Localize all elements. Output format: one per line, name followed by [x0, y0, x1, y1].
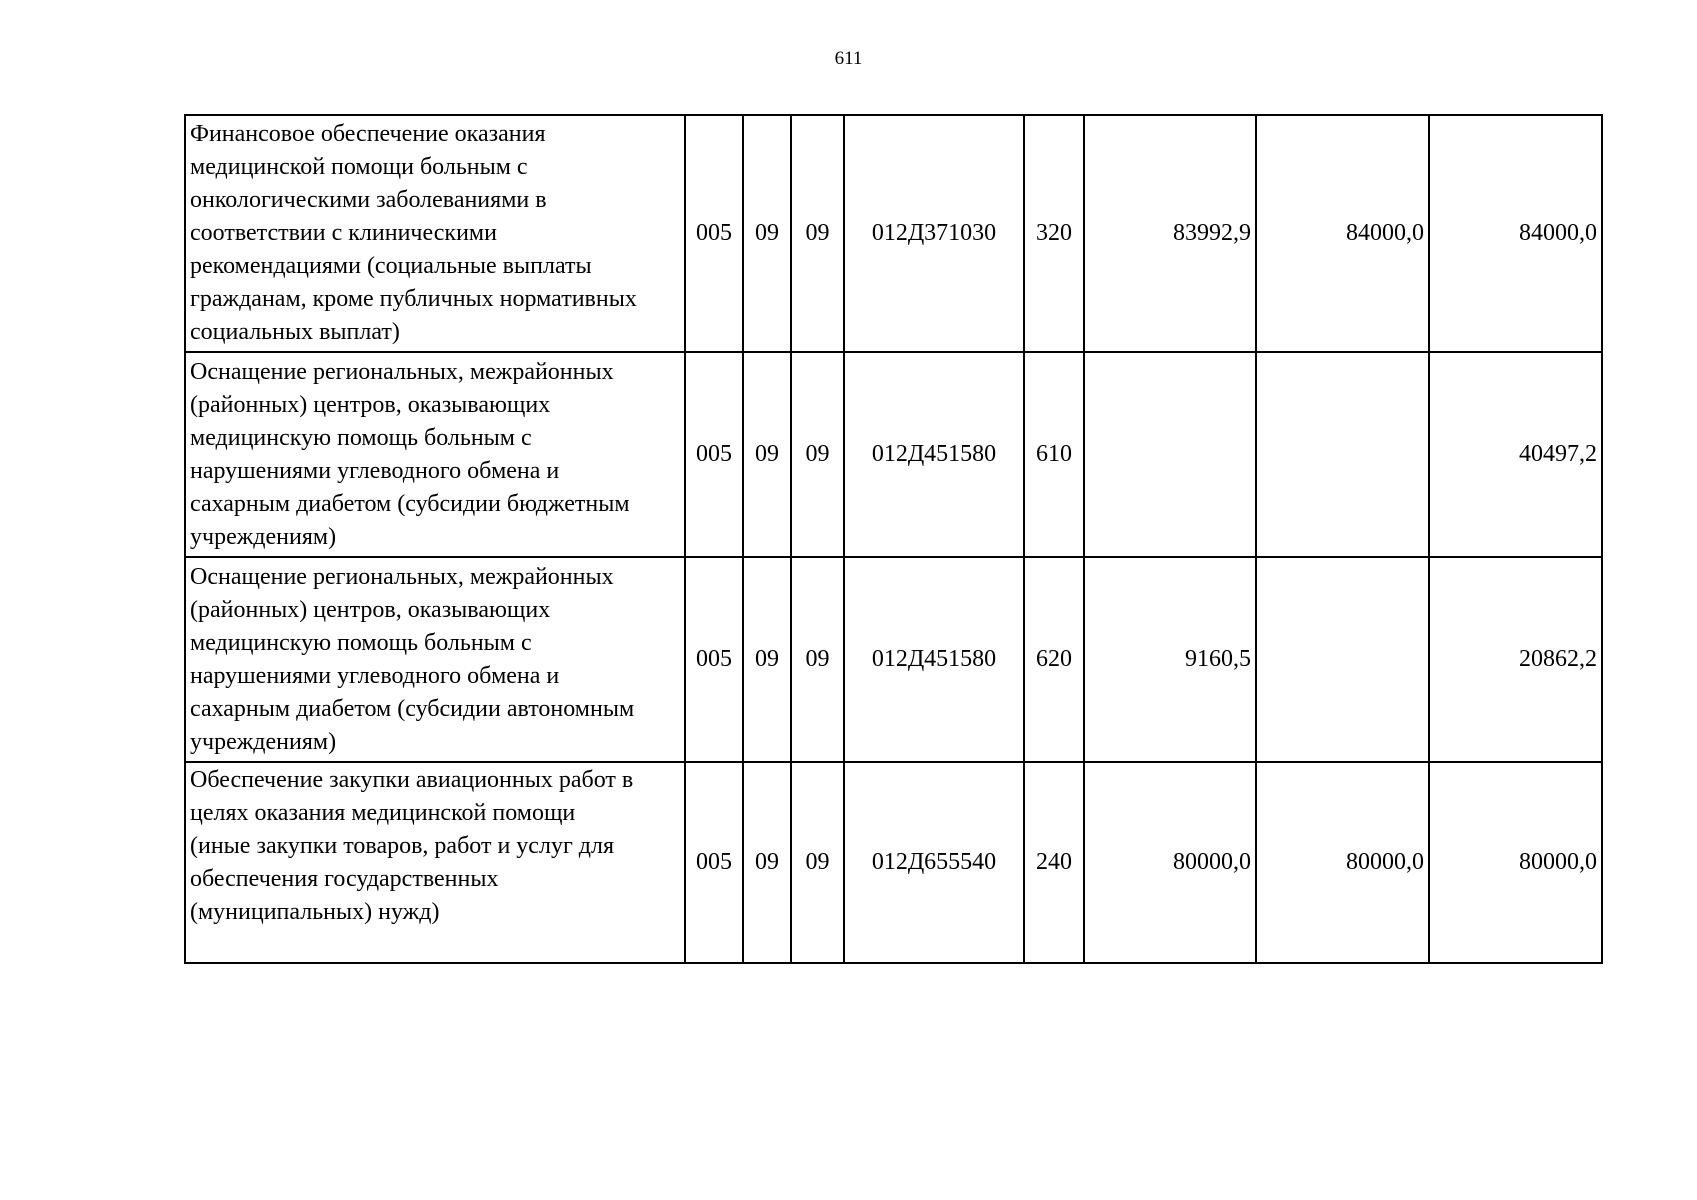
description-line: обеспечения государственных	[190, 866, 499, 892]
section-code-cell: 09	[743, 115, 791, 352]
ministry-code-cell: 005	[685, 557, 743, 762]
target-article-cell: 012Д451580	[844, 352, 1024, 557]
description-line: медицинскую помощь больным с	[190, 629, 532, 656]
expense-type-cell: 620	[1024, 557, 1084, 762]
expense-type-cell: 610	[1024, 352, 1084, 557]
description-line: сахарным диабетом (субсидии автономным	[190, 695, 635, 722]
subsection-code-cell: 09	[791, 352, 844, 557]
section-code-cell: 09	[743, 762, 791, 963]
expense-type-cell: 240	[1024, 762, 1084, 963]
amount-cell-3: 20862,2	[1429, 557, 1602, 762]
description-line: медицинскую помощь больным с	[190, 424, 532, 451]
row-description-cell	[185, 115, 685, 352]
description-line: социальных выплат)	[190, 319, 400, 345]
amount-cell-3: 84000,0	[1429, 115, 1602, 352]
amount-cell-1: 80000,0	[1084, 762, 1256, 963]
description-line: (иные закупки товаров, работ и услуг для	[190, 833, 615, 859]
ministry-code-cell: 005	[685, 762, 743, 963]
amount-cell-2: 80000,0	[1256, 762, 1429, 963]
target-article-cell: 012Д655540	[844, 762, 1024, 963]
description-line: (муниципальных) нужд)	[190, 899, 440, 925]
amount-cell-3: 80000,0	[1429, 762, 1602, 963]
description-line: медицинской помощи больным с	[190, 154, 528, 180]
amount-cell-2	[1256, 352, 1429, 557]
ministry-code-cell: 005	[685, 115, 743, 352]
table-row	[185, 352, 1602, 557]
budget-table	[184, 114, 1603, 964]
expense-type-cell: 320	[1024, 115, 1084, 352]
description-line: Финансовое обеспечение оказания	[190, 121, 546, 147]
target-article-cell: 012Д371030	[844, 115, 1024, 352]
amount-cell-2	[1256, 557, 1429, 762]
amount-cell-1: 83992,9	[1084, 115, 1256, 352]
description-line: рекомендациями (социальные выплаты	[190, 253, 592, 279]
amount-cell-2: 84000,0	[1256, 115, 1429, 352]
description-line: учреждениям)	[190, 728, 337, 755]
description-line: целях оказания медицинской помощи	[190, 800, 576, 826]
description-line: сахарным диабетом (субсидии бюджетным	[190, 490, 630, 517]
ministry-code-cell: 005	[685, 352, 743, 557]
section-code-cell: 09	[743, 352, 791, 557]
description-line: нарушениями углеводного обмена и	[190, 662, 560, 689]
description-line: онкологическими заболеваниями в	[190, 187, 547, 213]
subsection-code-cell: 09	[791, 557, 844, 762]
subsection-code-cell: 09	[791, 762, 844, 963]
description-line: Оснащение региональных, межрайонных	[190, 358, 614, 385]
table-row	[185, 762, 1602, 963]
row-description-cell	[185, 557, 685, 762]
amount-cell-1: 9160,5	[1084, 557, 1256, 762]
description-line: Оснащение региональных, межрайонных	[190, 563, 614, 590]
amount-cell-3: 40497,2	[1429, 352, 1602, 557]
description-line: (районных) центров, оказывающих	[190, 596, 551, 623]
row-description-cell	[185, 352, 685, 557]
table-row	[185, 557, 1602, 762]
description-line: нарушениями углеводного обмена и	[190, 457, 560, 484]
description-line: гражданам, кроме публичных нормативных	[190, 286, 637, 312]
target-article-cell: 012Д451580	[844, 557, 1024, 762]
amount-cell-1	[1084, 352, 1256, 557]
description-line: (районных) центров, оказывающих	[190, 391, 551, 418]
description-line: Обеспечение закупки авиационных работ в	[190, 767, 634, 793]
subsection-code-cell: 09	[791, 115, 844, 352]
section-code-cell: 09	[743, 557, 791, 762]
description-line: учреждениям)	[190, 523, 337, 550]
table-row	[185, 115, 1602, 352]
description-line: соответствии с клиническими	[190, 220, 497, 246]
page-number: 611	[834, 48, 863, 69]
row-description-cell	[185, 762, 685, 963]
